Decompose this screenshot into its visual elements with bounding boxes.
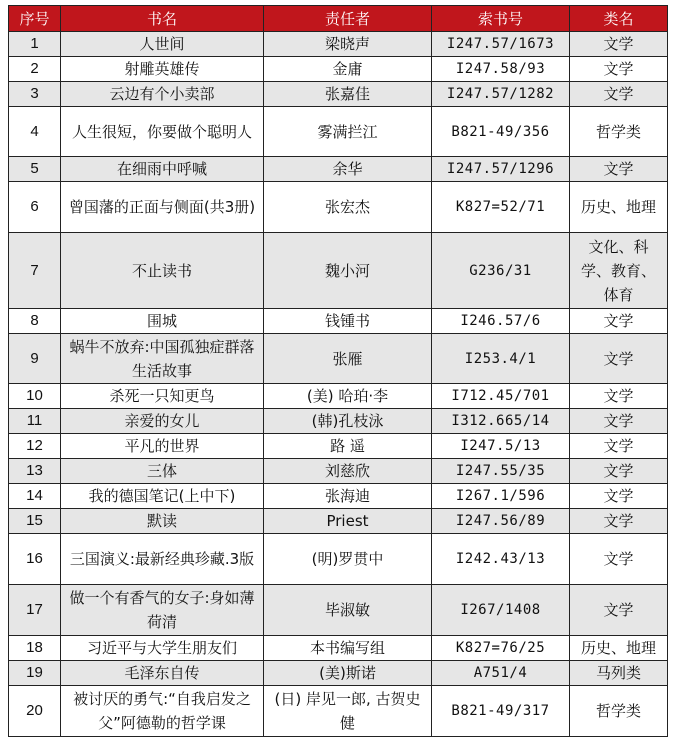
row-call-number: I247.57/1282 bbox=[432, 82, 570, 107]
row-title: 被讨厌的勇气:“自我启发之父”阿德勒的哲学课 bbox=[61, 686, 264, 737]
row-title: 习近平与大学生朋友们 bbox=[61, 636, 264, 661]
row-title: 不止读书 bbox=[61, 233, 264, 309]
row-call-number: G236/31 bbox=[432, 233, 570, 309]
row-title: 我的德国笔记(上中下) bbox=[61, 484, 264, 509]
row-author: Priest bbox=[264, 509, 432, 534]
row-category: 文化、科学、教育、体育 bbox=[570, 233, 668, 309]
row-no: 12 bbox=[9, 434, 61, 459]
table-row bbox=[9, 233, 668, 309]
row-author: (明)罗贯中 bbox=[264, 534, 432, 585]
row-category: 历史、地理 bbox=[570, 182, 668, 233]
row-no: 16 bbox=[9, 534, 61, 585]
row-call-number: I247.57/1673 bbox=[432, 32, 570, 57]
row-category: 文学 bbox=[570, 309, 668, 334]
row-call-number: K827=52/71 bbox=[432, 182, 570, 233]
row-category: 文学 bbox=[570, 32, 668, 57]
row-title: 平凡的世界 bbox=[61, 434, 264, 459]
row-category: 文学 bbox=[570, 82, 668, 107]
row-author: 金庸 bbox=[264, 57, 432, 82]
row-call-number: I312.665/14 bbox=[432, 409, 570, 434]
row-author: 魏小河 bbox=[264, 233, 432, 309]
row-no: 15 bbox=[9, 509, 61, 534]
table-row bbox=[9, 82, 668, 107]
header-category: 类名 bbox=[570, 6, 668, 32]
table-row bbox=[9, 409, 668, 434]
row-call-number: B821-49/356 bbox=[432, 107, 570, 157]
row-category: 文学 bbox=[570, 384, 668, 409]
row-title: 人世间 bbox=[61, 32, 264, 57]
row-category: 文学 bbox=[570, 57, 668, 82]
row-title: 围城 bbox=[61, 309, 264, 334]
row-author: 张海迪 bbox=[264, 484, 432, 509]
table-row bbox=[9, 459, 668, 484]
table-row bbox=[9, 509, 668, 534]
row-call-number: I247.56/89 bbox=[432, 509, 570, 534]
row-no: 7 bbox=[9, 233, 61, 309]
row-title: 三国演义:最新经典珍藏.3版 bbox=[61, 534, 264, 585]
row-call-number: I247.55/35 bbox=[432, 459, 570, 484]
row-category: 文学 bbox=[570, 585, 668, 636]
row-category: 文学 bbox=[570, 459, 668, 484]
table-row bbox=[9, 107, 668, 157]
row-no: 1 bbox=[9, 32, 61, 57]
table-row bbox=[9, 57, 668, 82]
row-category: 马列类 bbox=[570, 661, 668, 686]
row-no: 6 bbox=[9, 182, 61, 233]
row-call-number: I253.4/1 bbox=[432, 334, 570, 384]
row-author: (美) 哈珀·李 bbox=[264, 384, 432, 409]
table-header bbox=[9, 6, 668, 32]
table-row bbox=[9, 434, 668, 459]
table-row bbox=[9, 157, 668, 182]
row-no: 13 bbox=[9, 459, 61, 484]
row-author: 梁晓声 bbox=[264, 32, 432, 57]
row-category: 文学 bbox=[570, 434, 668, 459]
row-call-number: A751/4 bbox=[432, 661, 570, 686]
row-author: 本书编写组 bbox=[264, 636, 432, 661]
row-author: 钱锺书 bbox=[264, 309, 432, 334]
row-category: 文学 bbox=[570, 409, 668, 434]
table-row bbox=[9, 636, 668, 661]
table-row bbox=[9, 384, 668, 409]
header-no: 序号 bbox=[9, 6, 61, 32]
row-category: 文学 bbox=[570, 509, 668, 534]
row-call-number: K827=76/25 bbox=[432, 636, 570, 661]
row-call-number: I712.45/701 bbox=[432, 384, 570, 409]
row-author: 刘慈欣 bbox=[264, 459, 432, 484]
table-body bbox=[9, 32, 668, 737]
row-call-number: B821-49/317 bbox=[432, 686, 570, 737]
row-title: 亲爱的女儿 bbox=[61, 409, 264, 434]
row-no: 14 bbox=[9, 484, 61, 509]
row-category: 文学 bbox=[570, 157, 668, 182]
row-no: 4 bbox=[9, 107, 61, 157]
row-no: 10 bbox=[9, 384, 61, 409]
row-author: 雾满拦江 bbox=[264, 107, 432, 157]
row-author: (韩)孔枝泳 bbox=[264, 409, 432, 434]
row-category: 历史、地理 bbox=[570, 636, 668, 661]
row-title: 在细雨中呼喊 bbox=[61, 157, 264, 182]
row-title: 射雕英雄传 bbox=[61, 57, 264, 82]
table-row bbox=[9, 32, 668, 57]
row-author: (美)斯诺 bbox=[264, 661, 432, 686]
row-call-number: I246.57/6 bbox=[432, 309, 570, 334]
row-call-number: I267.1/596 bbox=[432, 484, 570, 509]
row-author: 毕淑敏 bbox=[264, 585, 432, 636]
row-title: 蜗牛不放弃:中国孤独症群落生活故事 bbox=[61, 334, 264, 384]
row-no: 8 bbox=[9, 309, 61, 334]
row-author: 路 遥 bbox=[264, 434, 432, 459]
book-list-table bbox=[8, 5, 668, 737]
row-call-number: I267/1408 bbox=[432, 585, 570, 636]
row-title: 三体 bbox=[61, 459, 264, 484]
row-title: 杀死一只知更鸟 bbox=[61, 384, 264, 409]
row-category: 文学 bbox=[570, 334, 668, 384]
row-call-number: I247.58/93 bbox=[432, 57, 570, 82]
row-title: 人生很短，你要做个聪明人 bbox=[61, 107, 264, 157]
row-author: (日) 岸见一郎, 古贺史健 bbox=[264, 686, 432, 737]
row-author: 张嘉佳 bbox=[264, 82, 432, 107]
header-title: 书名 bbox=[61, 6, 264, 32]
header-call-number: 索书号 bbox=[432, 6, 570, 32]
row-call-number: I247.5/13 bbox=[432, 434, 570, 459]
row-category: 文学 bbox=[570, 534, 668, 585]
row-category: 文学 bbox=[570, 484, 668, 509]
row-no: 19 bbox=[9, 661, 61, 686]
row-no: 20 bbox=[9, 686, 61, 737]
row-call-number: I247.57/1296 bbox=[432, 157, 570, 182]
row-no: 11 bbox=[9, 409, 61, 434]
row-author: 余华 bbox=[264, 157, 432, 182]
header-author: 责任者 bbox=[264, 6, 432, 32]
header-row bbox=[9, 6, 668, 32]
row-title: 做一个有香气的女子:身如薄荷清 bbox=[61, 585, 264, 636]
row-author: 张宏杰 bbox=[264, 182, 432, 233]
row-call-number: I242.43/13 bbox=[432, 534, 570, 585]
table-row bbox=[9, 182, 668, 233]
table-row bbox=[9, 686, 668, 737]
table-row bbox=[9, 484, 668, 509]
table-row bbox=[9, 585, 668, 636]
row-title: 云边有个小卖部 bbox=[61, 82, 264, 107]
table-row bbox=[9, 534, 668, 585]
row-no: 17 bbox=[9, 585, 61, 636]
row-title: 曾国藩的正面与侧面(共3册) bbox=[61, 182, 264, 233]
table-row bbox=[9, 309, 668, 334]
row-no: 2 bbox=[9, 57, 61, 82]
row-no: 3 bbox=[9, 82, 61, 107]
table-row bbox=[9, 661, 668, 686]
row-title: 默读 bbox=[61, 509, 264, 534]
table-row bbox=[9, 334, 668, 384]
row-category: 哲学类 bbox=[570, 107, 668, 157]
row-no: 5 bbox=[9, 157, 61, 182]
row-author: 张雁 bbox=[264, 334, 432, 384]
row-category: 哲学类 bbox=[570, 686, 668, 737]
row-no: 18 bbox=[9, 636, 61, 661]
row-title: 毛泽东自传 bbox=[61, 661, 264, 686]
row-no: 9 bbox=[9, 334, 61, 384]
